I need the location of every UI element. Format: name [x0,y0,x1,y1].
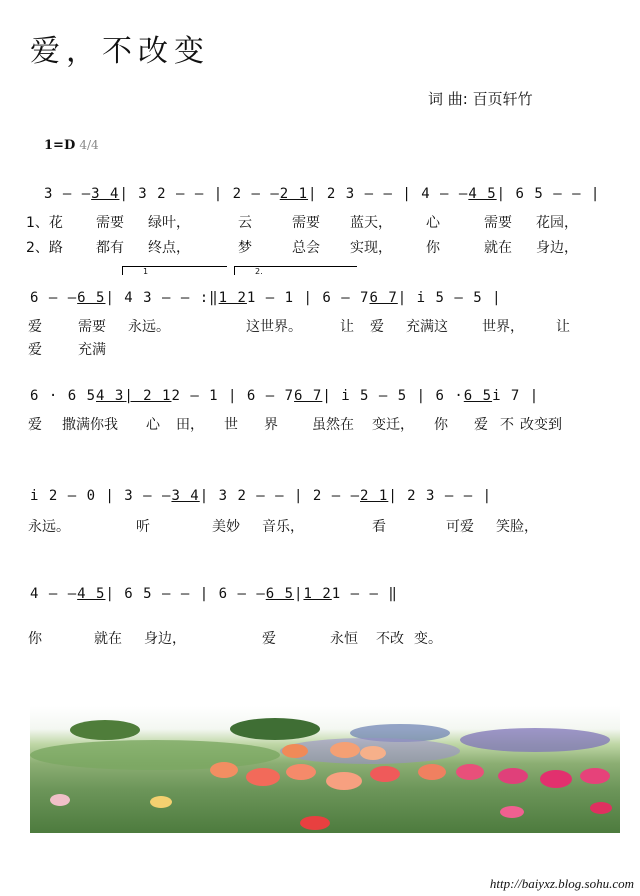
flower-garden-photo [30,706,620,833]
notation-line-3: 6 · 6 54 3| 2 12 – 1 | 6 – 76 7| i 5 – 5 | 6 ·6 5i 7 | [30,388,540,404]
lyricist-composer-credit: 词 曲: 百页轩竹 [428,90,533,108]
volta-bracket-1: 1 [122,266,227,275]
notation-line-5: 4 – –4 5| 6 5 – – | 6 – –6 5|1 21 – – ‖ [30,586,398,602]
volta-bracket-2: 2. [234,266,357,275]
blog-url-watermark: http://baiyxz.blog.sohu.com [489,876,634,891]
notation-line-4: i 2 – 0 | 3 – –3 4| 3 2 – – | 2 – –2 1| 2 3 – – | [30,488,493,504]
notation-line-1: 3 – –3 4| 3 2 – – | 2 – –2 1| 2 3 – – | 4 – –4 5| 6 5 – – | [44,186,601,202]
song-title: 爱，不改变 [30,34,210,69]
time-signature: 4/4 [79,138,99,152]
notation-line-2: 6 – –6 5| 4 3 – – :‖1 21 – 1 | 6 – 76 7| i 5 – 5 | [30,290,502,306]
key-signature [44,138,99,153]
key-label: 1=D [44,138,76,153]
